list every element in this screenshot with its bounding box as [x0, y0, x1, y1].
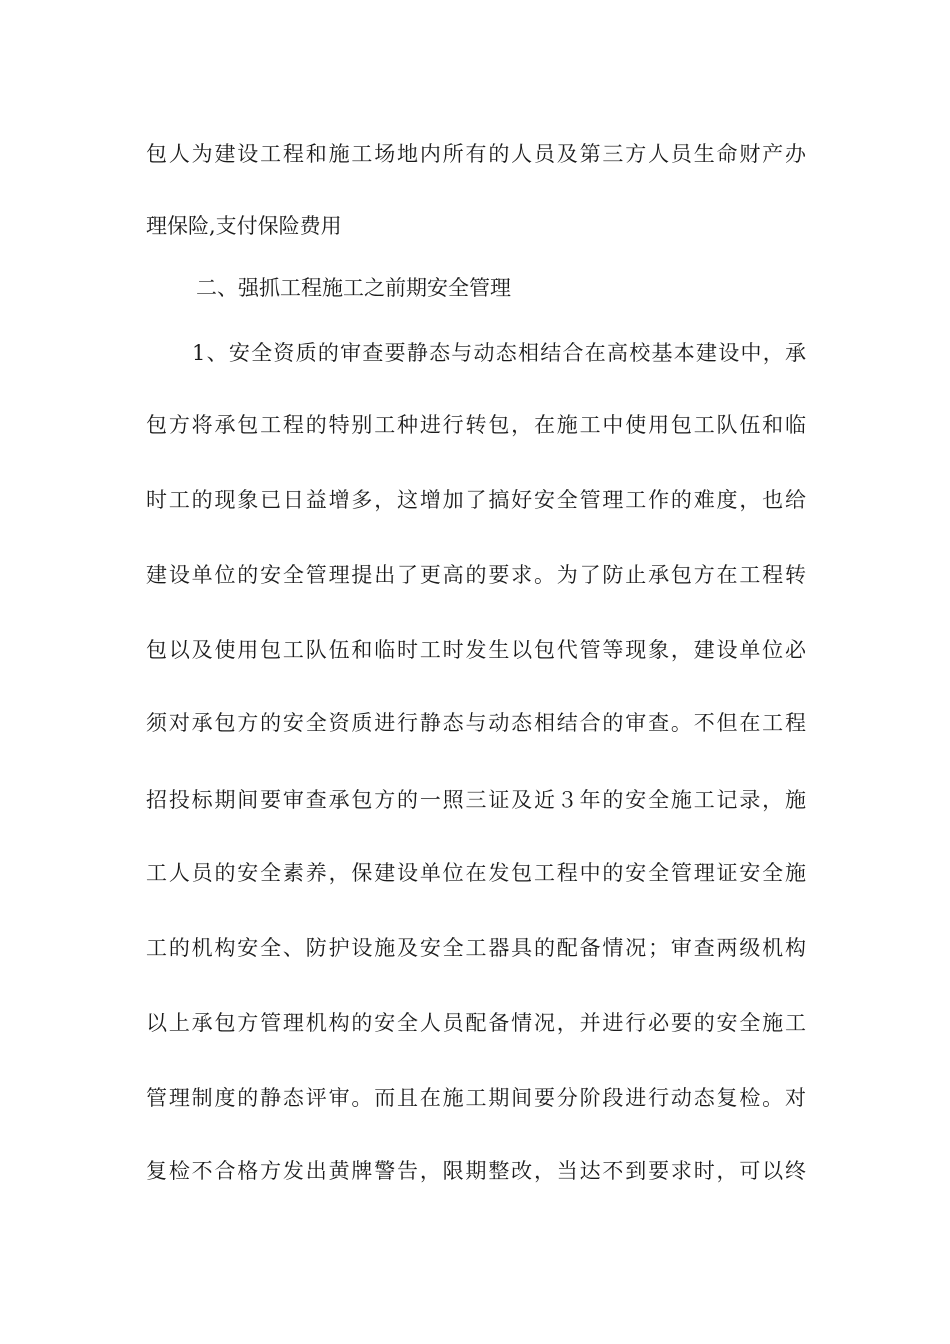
text-line-13: 以上承包方管理机构的安全人员配备情况，并进行必要的安全施工	[146, 1011, 806, 1035]
text-line-15: 复检不合格方发出黄牌警告，限期整改，当达不到要求时，可以终	[146, 1159, 806, 1183]
text-line-12: 工的机构安全、防护设施及安全工器具的配备情况；审查两级机构	[146, 936, 806, 960]
text-line-2: 理保险,支付保险费用	[146, 214, 342, 238]
text-line-11: 工人员的安全素养，保建设单位在发包工程中的安全管理证安全施	[146, 861, 806, 885]
text-line-10: 招投标期间要审查承包方的一照三证及近３年的安全施工记录，施	[146, 788, 806, 812]
text-line-6: 时工的现象已日益增多，这增加了搞好安全管理工作的难度，也给	[146, 488, 806, 512]
text-line-7: 建设单位的安全管理提出了更高的要求。为了防止承包方在工程转	[146, 563, 806, 587]
text-line-9: 须对承包方的安全资质进行静态与动态相结合的审查。不但在工程	[146, 711, 806, 735]
section-heading: 二、强抓工程施工之前期安全管理	[196, 276, 511, 300]
text-line-8: 包以及使用包工队伍和临时工时发生以包代管等现象，建设单位必	[146, 638, 806, 662]
text-line-14: 管理制度的静态评审。而且在施工期间要分阶段进行动态复检。对	[146, 1086, 806, 1110]
text-line-1: 包人为建设工程和施工场地内所有的人员及第三方人员生命财产办	[146, 142, 806, 166]
text-line-5: 包方将承包工程的特别工种进行转包，在施工中使用包工队伍和临	[146, 413, 806, 437]
text-line-4: 1、安全资质的审查要静态与动态相结合在高校基本建设中，承	[192, 341, 806, 365]
